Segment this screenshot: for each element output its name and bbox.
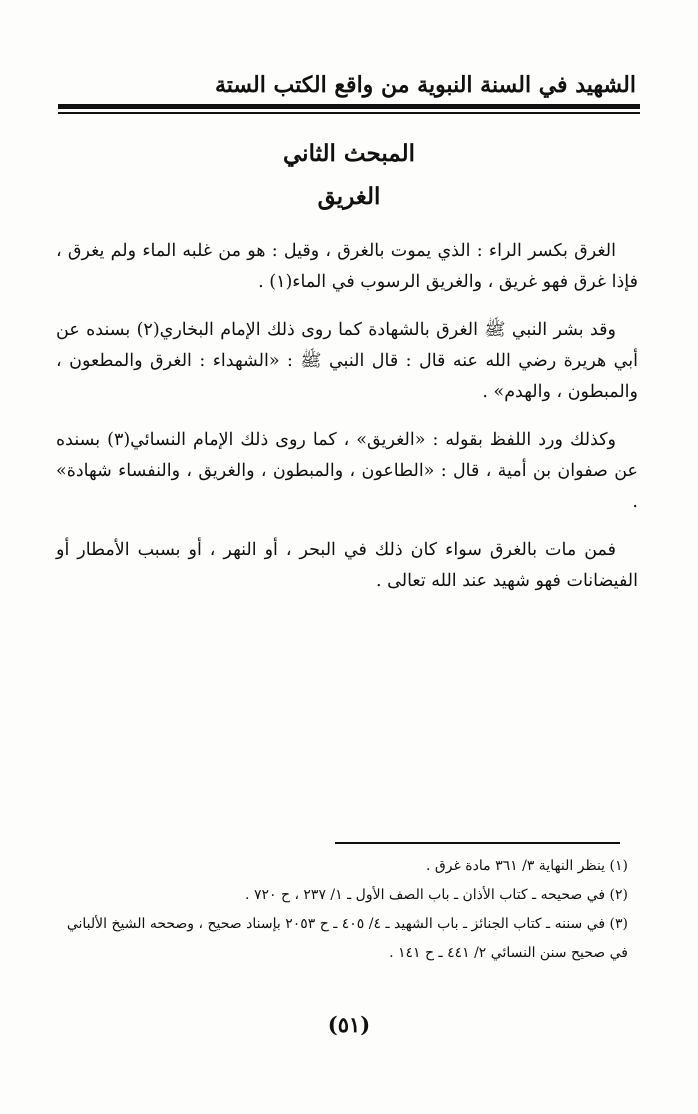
paragraph: وكذلك ورد اللفظ بقوله : «الغريق» ، كما روى ذلك الإمام النسائي(٣) بسنده عن صفوان بن أمية ، قال : «الطاعون ، والمبطون ، والغريق ، والنفساء شهادة» . <box>56 430 638 512</box>
paragraph: الغرق بكسر الراء : الذي يموت بالغرق ، وقيل : هو من غلبه الماء ولم يغرق ، فإذا غرق فهو غريق ، والغريق الرسوب في الماء(١) . <box>56 241 638 292</box>
page-number: (٥١) <box>327 1012 371 1037</box>
chapter-title: المبحث الثاني <box>283 140 415 167</box>
running-header: الشهيد في السنة النبوية من واقع الكتب الستة <box>214 72 636 98</box>
paragraph: وقد بشر النبي ﷺ الغرق بالشهادة كما روى ذلك الإمام البخاري(٢) بسنده عن أبي هريرة رضي الله عنه قال : قال النبي ﷺ : «الشهداء : الغرق والمطعون ، والمبطون ، والهدم» . <box>56 320 638 402</box>
paragraph: فمن مات بالغرق سواء كان ذلك في البحر ، أو النهر ، أو بسبب الأمطار أو الفيضانات فهو شهيد عند الله تعالى . <box>56 540 638 591</box>
footnote: (١) ينظر النهاية ٣/ ٣٦١ مادة غرق . <box>426 858 628 874</box>
header-rule-thin <box>58 112 640 114</box>
footnote-separator <box>335 842 620 844</box>
footnotes <box>50 852 628 968</box>
section-title: الغريق <box>317 183 381 210</box>
header-rule-thick <box>58 104 640 109</box>
body-text <box>56 236 638 614</box>
footnote: (٣) في سننه ـ كتاب الجنائز ـ باب الشهيد ـ ٤/ ٤٠٥ ـ ح ٢٠٥٣ بإسناد صحيح ، وصححه الشيخ الألباني في صحيح سنن النسائي ٢/ ٤٤١ ـ ح ١٤١ . <box>66 916 628 961</box>
footnote: (٢) في صحيحه ـ كتاب الأذان ـ باب الصف الأول ـ ١/ ٢٣٧ ، ح ٧٢٠ . <box>245 887 628 903</box>
